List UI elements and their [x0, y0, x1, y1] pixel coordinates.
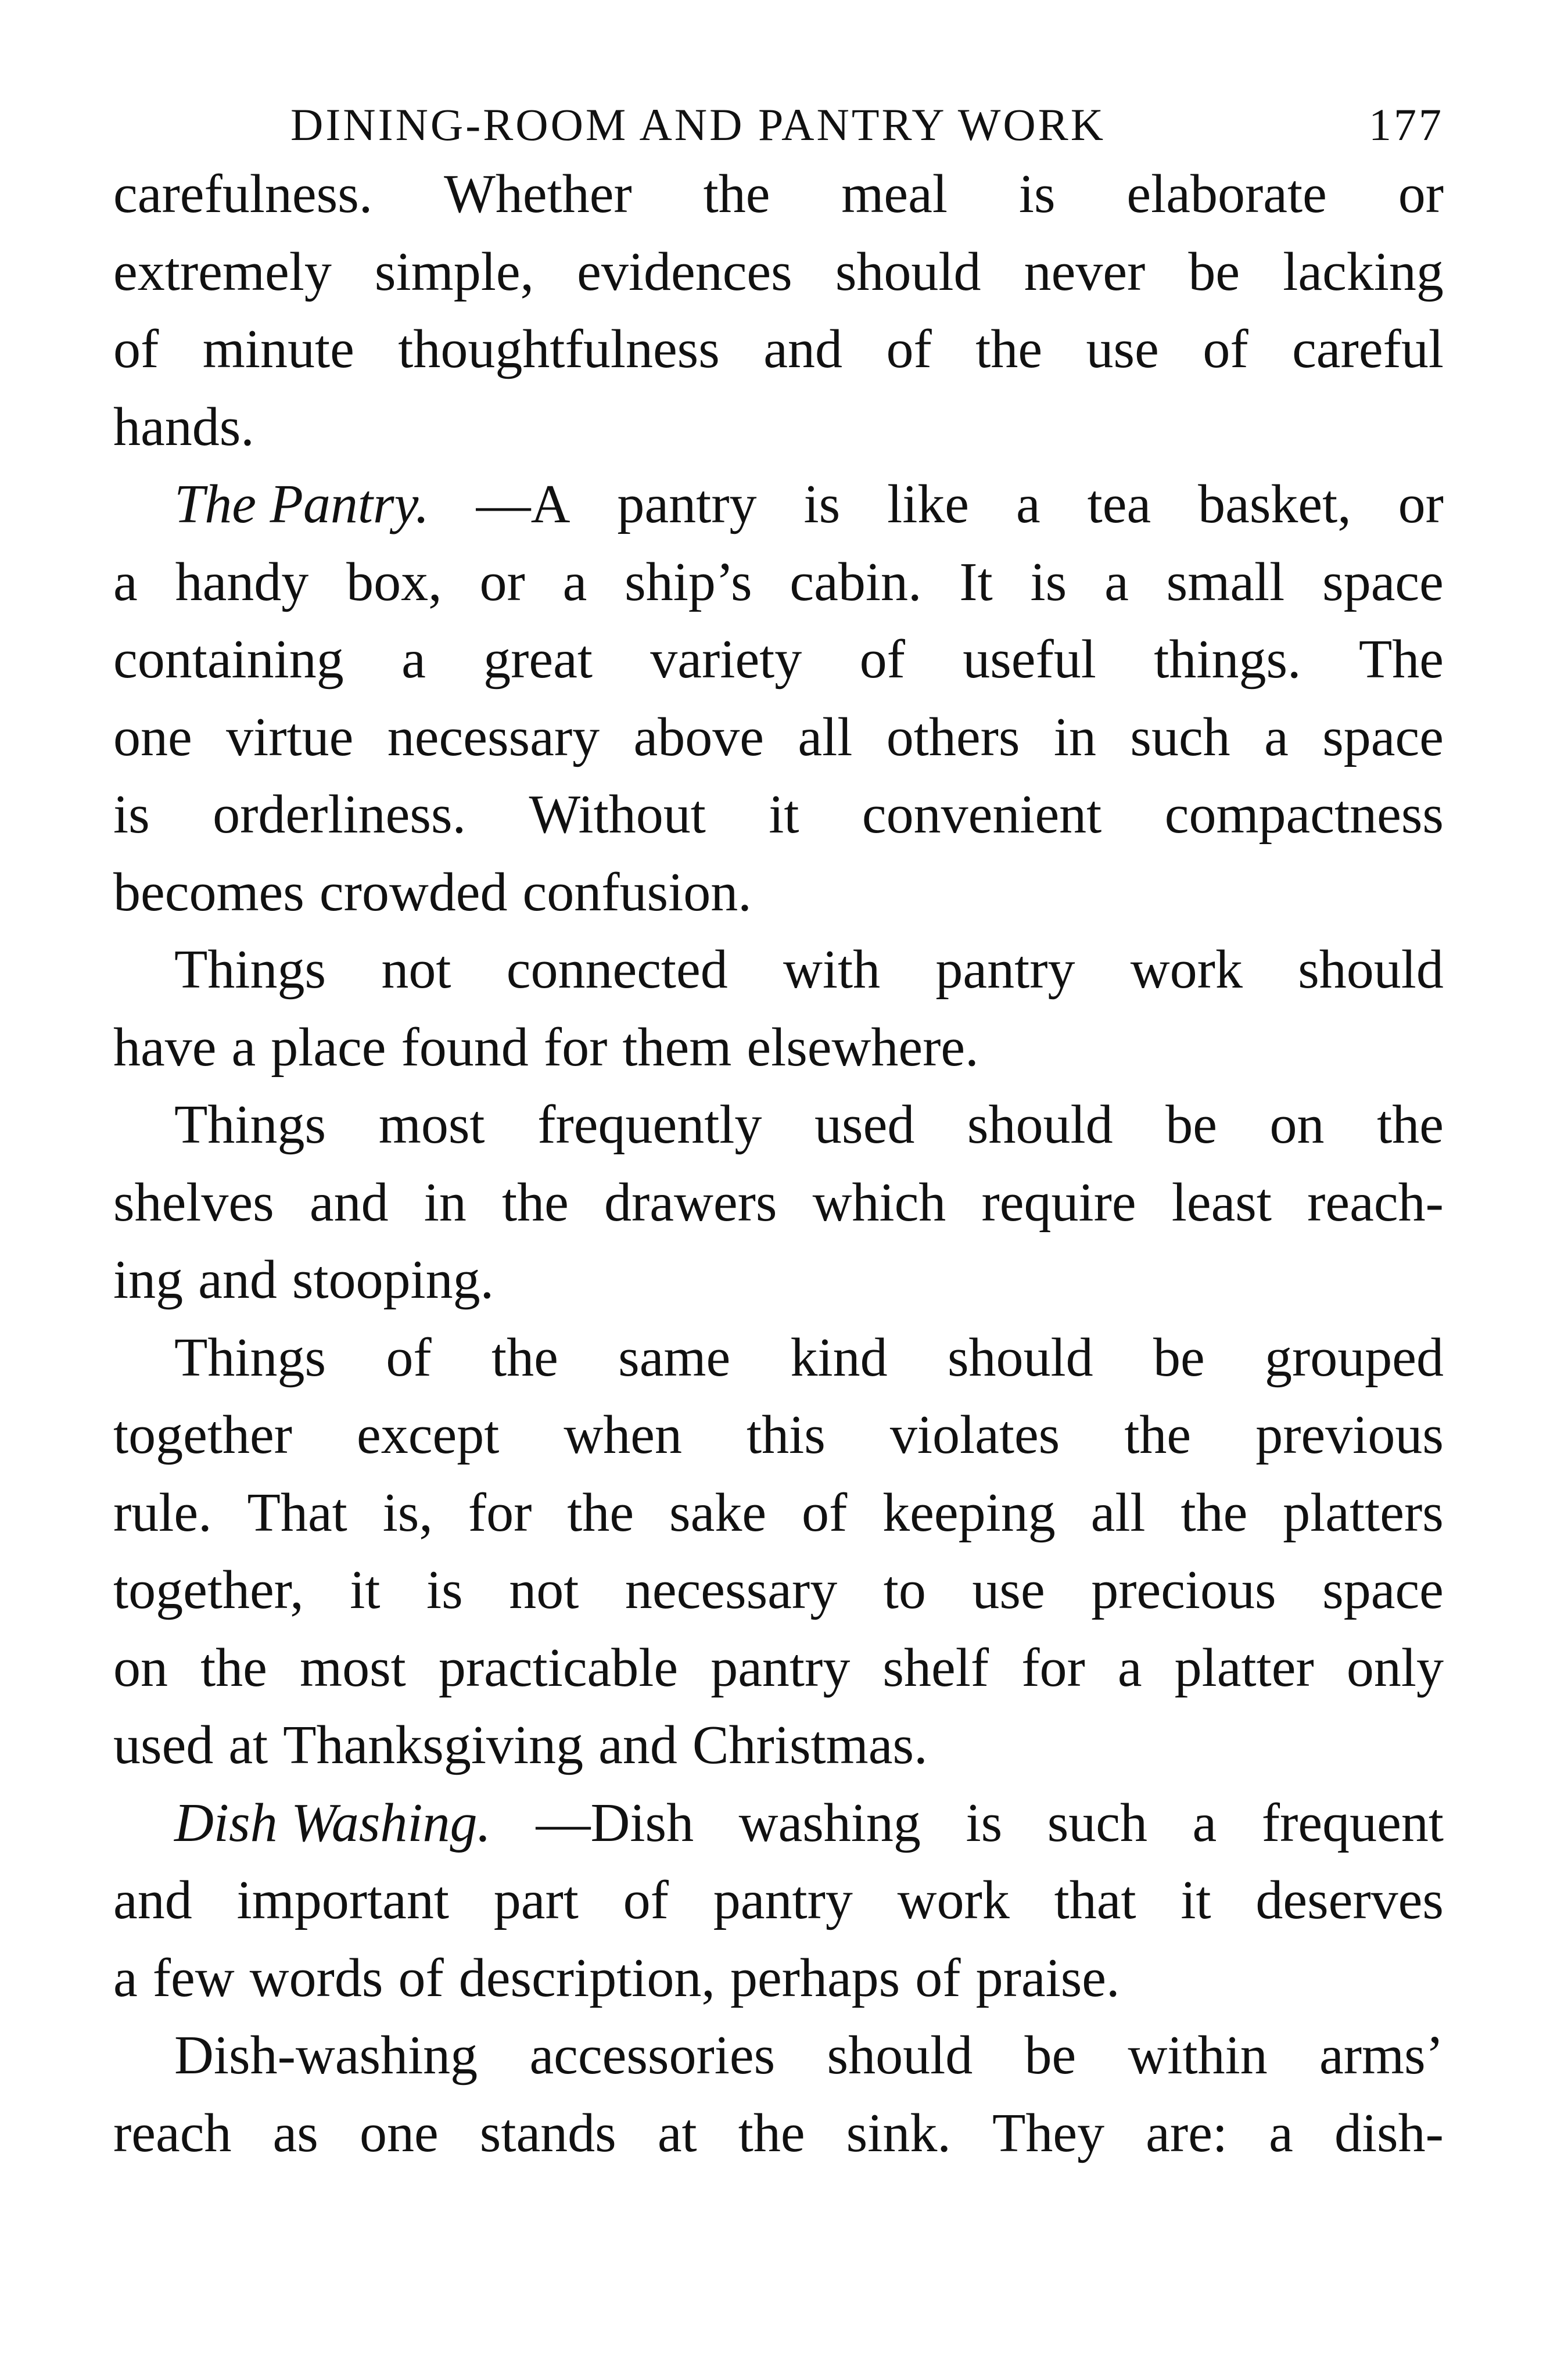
- word: be: [1188, 241, 1240, 302]
- word: pantry: [713, 1870, 853, 1930]
- text-line: [113, 1714, 1444, 1792]
- word: most: [378, 1094, 485, 1155]
- page-number: 177: [1369, 99, 1444, 150]
- word: evidences: [577, 241, 792, 302]
- word: place: [271, 1017, 386, 1078]
- word: use: [1086, 319, 1159, 379]
- section-heading: Dish Washing.: [174, 1792, 491, 1853]
- word: minute: [202, 319, 354, 379]
- word: praise.: [975, 1947, 1120, 2008]
- word: stands: [479, 2102, 616, 2163]
- word: They: [992, 2102, 1105, 2163]
- word: have: [113, 1017, 217, 1078]
- text-line: [113, 1559, 1444, 1636]
- word: not: [381, 939, 451, 1000]
- text-line: [113, 628, 1444, 706]
- text-line: [113, 1093, 1444, 1171]
- word: or: [1398, 474, 1444, 534]
- word: them: [622, 1017, 732, 1078]
- word: the: [975, 319, 1043, 379]
- word: of: [623, 1870, 669, 1930]
- word: such: [1047, 1792, 1147, 1853]
- word: at: [657, 2102, 697, 2163]
- word: washing: [738, 1792, 921, 1853]
- word: or: [479, 551, 525, 612]
- text-line: [113, 1792, 1444, 1869]
- word: all: [1090, 1482, 1146, 1543]
- word: important: [236, 1870, 449, 1930]
- word: extremely: [113, 241, 332, 302]
- word: the: [1181, 1482, 1248, 1543]
- text-line: [113, 241, 1444, 318]
- word: becomes: [113, 862, 304, 923]
- word: and: [309, 1172, 389, 1233]
- word: lacking: [1283, 241, 1444, 302]
- word: is: [1018, 164, 1056, 224]
- word: It: [959, 551, 993, 612]
- word: of: [859, 629, 905, 690]
- word: reach-: [1307, 1172, 1444, 1233]
- word: hands.: [113, 396, 254, 457]
- text-line: [113, 163, 1444, 241]
- word: a: [1269, 2102, 1293, 2163]
- word: of: [915, 1947, 961, 2008]
- book-page: [113, 87, 1444, 2179]
- word: compactness: [1164, 784, 1444, 845]
- word: —A: [476, 474, 570, 534]
- word: of: [801, 1482, 848, 1543]
- word: basket,: [1198, 474, 1351, 534]
- word: things.: [1154, 629, 1301, 690]
- word: for: [543, 1017, 608, 1078]
- word: others: [886, 706, 1020, 767]
- body-text: [113, 163, 1444, 2179]
- word: above: [633, 706, 764, 767]
- word: within: [1128, 2025, 1268, 2086]
- word: work: [897, 1870, 1010, 1930]
- word: the: [567, 1482, 634, 1543]
- word: the: [1377, 1094, 1444, 1155]
- word: as: [272, 2102, 318, 2163]
- word: Things: [174, 1094, 326, 1155]
- word: Christmas.: [692, 1715, 928, 1775]
- word: small: [1166, 551, 1285, 612]
- text-line: [113, 2024, 1444, 2102]
- word: found: [401, 1017, 529, 1078]
- word: should: [835, 241, 981, 302]
- word: description,: [458, 1947, 715, 2008]
- word: a: [113, 551, 138, 612]
- word: should: [947, 1327, 1093, 1388]
- word: only: [1346, 1637, 1444, 1698]
- word: should: [967, 1094, 1113, 1155]
- word: it: [769, 784, 799, 845]
- text-line: [113, 1016, 1444, 1094]
- word: the: [738, 2102, 805, 2163]
- text-line: [113, 1947, 1444, 2025]
- word: the: [1124, 1405, 1192, 1465]
- word: stooping.: [292, 1250, 494, 1310]
- word: connected: [506, 939, 728, 1000]
- word: accessories: [529, 2025, 776, 2086]
- text-line: [113, 396, 1444, 473]
- word: crowded: [319, 862, 508, 923]
- word: useful: [963, 629, 1096, 690]
- text-line: [113, 1869, 1444, 1947]
- word: space: [1322, 551, 1444, 612]
- word: elsewhere.: [747, 1017, 979, 1078]
- word: deserves: [1255, 1870, 1444, 1930]
- word: be: [1165, 1094, 1217, 1155]
- word: Thanksgiving: [283, 1715, 584, 1775]
- word: which: [812, 1172, 946, 1233]
- word: and: [763, 319, 843, 379]
- word: on: [113, 1637, 168, 1698]
- word: pantry: [935, 939, 1075, 1000]
- text-line: [113, 783, 1444, 861]
- word: necessary: [387, 706, 600, 767]
- word: the: [200, 1637, 267, 1698]
- word: grouped: [1264, 1327, 1444, 1388]
- word: not: [509, 1560, 579, 1620]
- text-line: [113, 2102, 1444, 2180]
- word: ing: [113, 1250, 184, 1310]
- word: the: [491, 1327, 558, 1388]
- word: Dish-washing: [174, 2025, 478, 2086]
- word: few: [152, 1947, 235, 2008]
- word: of: [1203, 319, 1248, 379]
- word: should: [1298, 939, 1444, 1000]
- word: except: [357, 1405, 500, 1465]
- text-line: [113, 938, 1444, 1016]
- word: pantry: [617, 474, 757, 534]
- word: with: [783, 939, 881, 1000]
- word: this: [747, 1405, 826, 1465]
- word: practicable: [438, 1637, 679, 1698]
- word: part: [493, 1870, 579, 1930]
- text-line: [113, 706, 1444, 784]
- word: virtue: [226, 706, 354, 767]
- word: on: [1269, 1094, 1325, 1155]
- word: sake: [669, 1482, 767, 1543]
- word: containing: [113, 629, 344, 690]
- word: convenient: [862, 784, 1102, 845]
- word: all: [798, 706, 853, 767]
- word: is: [426, 1560, 463, 1620]
- word: at: [228, 1715, 268, 1775]
- text-line: [113, 1404, 1444, 1481]
- word: a: [1016, 474, 1040, 534]
- word: in: [1053, 706, 1096, 767]
- word: That: [247, 1482, 347, 1543]
- word: rule.: [113, 1482, 212, 1543]
- word: orderliness.: [213, 784, 467, 845]
- word: used: [815, 1094, 915, 1155]
- word: that: [1054, 1870, 1136, 1930]
- word: thoughtfulness: [398, 319, 720, 379]
- word: keeping: [882, 1482, 1056, 1543]
- word: platter: [1174, 1637, 1314, 1698]
- word: a: [401, 629, 426, 690]
- word: frequently: [537, 1094, 762, 1155]
- word: same: [618, 1327, 731, 1388]
- word: ship’s: [625, 551, 752, 612]
- word: necessary: [625, 1560, 838, 1620]
- word: should: [827, 2025, 973, 2086]
- word: is: [113, 784, 150, 845]
- word: is: [966, 1792, 1003, 1853]
- word: it: [350, 1560, 381, 1620]
- word: and: [598, 1715, 677, 1775]
- text-line: [113, 1636, 1444, 1714]
- word: Whether: [444, 164, 632, 224]
- section-heading: The Pantry.: [174, 474, 429, 534]
- word: most: [299, 1637, 406, 1698]
- word: a: [113, 1947, 138, 2008]
- word: simple,: [374, 241, 534, 302]
- word: of: [886, 319, 932, 379]
- word: work: [1130, 939, 1243, 1000]
- word: a: [562, 551, 587, 612]
- word: previous: [1255, 1405, 1444, 1465]
- word: precious: [1091, 1560, 1276, 1620]
- word: require: [981, 1172, 1136, 1233]
- word: and: [113, 1870, 192, 1930]
- text-line: [113, 1326, 1444, 1404]
- word: it: [1181, 1870, 1211, 1930]
- word: never: [1024, 241, 1146, 302]
- running-head: [113, 87, 1444, 163]
- word: kind: [790, 1327, 888, 1388]
- word: the: [501, 1172, 569, 1233]
- word: a: [1104, 551, 1129, 612]
- word: least: [1171, 1172, 1272, 1233]
- word: shelves: [113, 1172, 274, 1233]
- word: for: [1021, 1637, 1085, 1698]
- word: of: [113, 319, 159, 379]
- word: are:: [1146, 2102, 1228, 2163]
- word: reach: [113, 2102, 232, 2163]
- word: violates: [889, 1405, 1060, 1465]
- word: one: [359, 2102, 439, 2163]
- word: great: [483, 629, 593, 690]
- word: tea: [1087, 474, 1151, 534]
- word: the: [703, 164, 770, 224]
- word: space: [1322, 706, 1444, 767]
- text-line: [113, 1248, 1444, 1326]
- chapter-title: DINING-ROOM AND PANTRY WORK: [290, 99, 1106, 150]
- word: shelf: [882, 1637, 989, 1698]
- word: meal: [841, 164, 948, 224]
- word: a: [1117, 1637, 1142, 1698]
- word: careful: [1292, 319, 1444, 379]
- word: together,: [113, 1560, 304, 1620]
- word: sink.: [846, 2102, 951, 2163]
- word: Without: [529, 784, 706, 845]
- word: be: [1153, 1327, 1205, 1388]
- word: is: [803, 474, 841, 534]
- word: when: [564, 1405, 682, 1465]
- word: in: [424, 1172, 467, 1233]
- text-line: [113, 1171, 1444, 1249]
- word: for: [468, 1482, 532, 1543]
- text-line: [113, 1481, 1444, 1559]
- word: use: [972, 1560, 1045, 1620]
- word: is: [1030, 551, 1067, 612]
- word: used: [113, 1715, 214, 1775]
- word: carefulness.: [113, 164, 373, 224]
- word: perhaps: [730, 1947, 900, 2008]
- word: pantry: [711, 1637, 851, 1698]
- word: Things: [174, 1327, 326, 1388]
- word: space: [1322, 1560, 1444, 1620]
- text-line: [113, 861, 1444, 939]
- word: platters: [1283, 1482, 1444, 1543]
- word: elaborate: [1126, 164, 1327, 224]
- word: words: [249, 1947, 383, 2008]
- word: such: [1130, 706, 1230, 767]
- word: arms’: [1319, 2025, 1444, 2086]
- word: of: [386, 1327, 432, 1388]
- text-line: [113, 473, 1444, 551]
- word: a: [1264, 706, 1289, 767]
- word: Things: [174, 939, 326, 1000]
- word: a: [231, 1017, 256, 1078]
- word: —Dish: [536, 1792, 694, 1853]
- text-line: [113, 318, 1444, 396]
- word: frequent: [1261, 1792, 1444, 1853]
- text-line: [113, 551, 1444, 629]
- word: cabin.: [790, 551, 922, 612]
- word: drawers: [604, 1172, 777, 1233]
- word: The: [1358, 629, 1444, 690]
- word: dish-: [1334, 2102, 1444, 2163]
- word: confusion.: [522, 862, 752, 923]
- word: handy: [175, 551, 309, 612]
- word: is,: [382, 1482, 433, 1543]
- word: variety: [650, 629, 802, 690]
- word: one: [113, 706, 192, 767]
- word: or: [1398, 164, 1444, 224]
- word: like: [887, 474, 970, 534]
- word: a: [1192, 1792, 1217, 1853]
- word: and: [198, 1250, 277, 1310]
- word: be: [1024, 2025, 1077, 2086]
- word: box,: [346, 551, 442, 612]
- word: to: [883, 1560, 926, 1620]
- word: together: [113, 1405, 292, 1465]
- word: of: [398, 1947, 444, 2008]
